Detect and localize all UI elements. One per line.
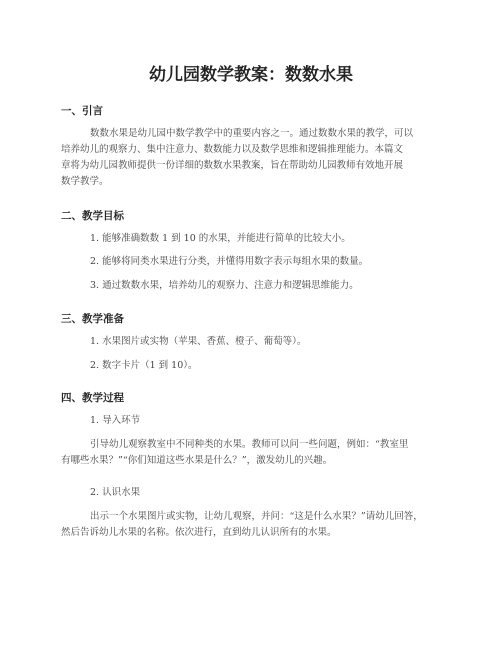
intro-line: 数数水果是幼儿园中数学教学中的重要内容之一。通过数数水果的教学，可以 [90, 128, 414, 139]
section-heading-goals: 二、教学目标 [61, 210, 124, 222]
process-step-title: 1. 导入环节 [90, 415, 141, 426]
intro-line: 培养幼儿的观察力、集中注意力、数数能力以及数学思维和逻辑推理能力。本篇文 [61, 144, 404, 155]
document-title: 幼儿园数学教案：数数水果 [149, 65, 353, 85]
goal-item: 1. 能够准确数数 1 到 10 的水果，并能进行简单的比较大小。 [90, 233, 351, 244]
goal-item: 3. 通过数数水果，培养幼儿的观察力、注意力和逻辑思维能力。 [90, 280, 359, 291]
prep-item: 2. 数字卡片（1 到 10）。 [90, 360, 198, 371]
process-step-line: 出示一个水果图片或实物，让幼儿观察，并问：“这是什么水果？”请幼儿回答， [90, 511, 423, 522]
section-heading-intro: 一、引言 [61, 105, 103, 117]
goal-item: 2. 能够将同类水果进行分类，并懂得用数字表示每组水果的数量。 [90, 256, 369, 267]
process-step-line: 有哪些水果？”“你们知道这些水果是什么？”，激发幼儿的兴趣。 [61, 455, 333, 466]
section-heading-prep: 三、教学准备 [61, 313, 124, 325]
section-heading-process: 四、教学过程 [61, 392, 124, 404]
intro-line: 数学教学。 [61, 176, 109, 187]
process-step-line: 引导幼儿观察教室中不同种类的水果。教师可以问一些问题，例如：“教室里 [90, 439, 409, 450]
process-step-line: 然后告诉幼儿水果的名称。依次进行，直到幼儿认识所有的水果。 [61, 527, 337, 538]
intro-line: 章将为幼儿园教师提供一份详细的数数水果教案，旨在帮助幼儿园教师有效地开展 [61, 160, 404, 171]
prep-item: 1. 水果图片或实物（苹果、香蕉、橙子、葡萄等）。 [90, 336, 307, 347]
process-step-title: 2. 认识水果 [90, 487, 141, 498]
